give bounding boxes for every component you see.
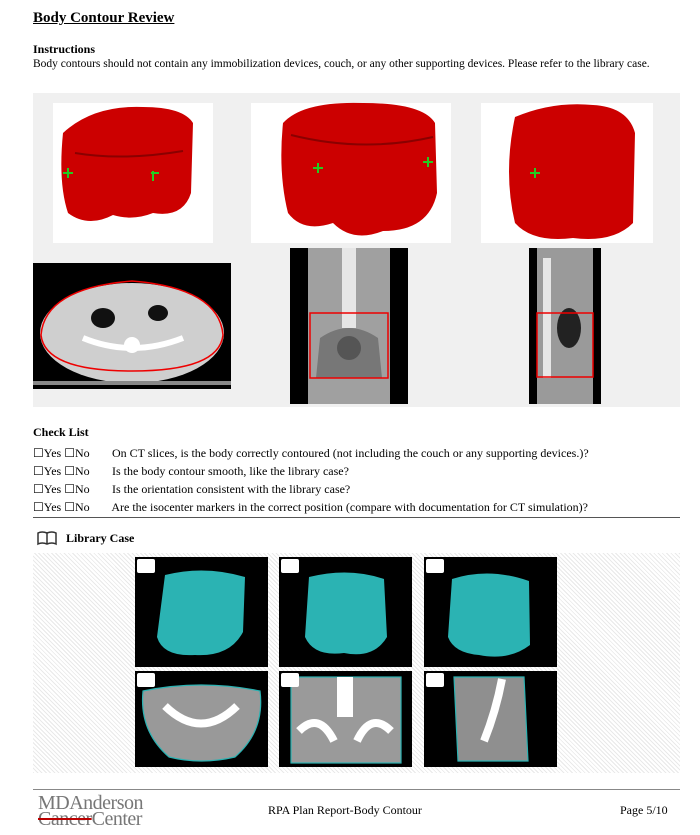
instructions-heading: Instructions xyxy=(33,42,96,56)
checklist-item-text: On CT slices, is the body correctly contoured (not including the couch or any supporting devices.)? xyxy=(112,446,589,460)
no-checkbox[interactable]: ☐No xyxy=(64,500,90,514)
book-icon xyxy=(281,673,299,687)
library-3d-view-3 xyxy=(424,557,557,667)
checklist-item-text: Is the body contour smooth, like the library case? xyxy=(112,464,349,478)
no-checkbox[interactable]: ☐No xyxy=(64,464,90,478)
book-icon xyxy=(426,673,444,687)
no-checkbox[interactable]: ☐No xyxy=(64,482,90,496)
book-icon xyxy=(137,673,155,687)
library-ct-sagittal xyxy=(424,671,557,767)
page-number: Page 5/10 xyxy=(620,803,668,817)
body-render-3 xyxy=(509,104,635,239)
checklist-item xyxy=(33,500,588,515)
ct-axial-slice xyxy=(33,263,231,389)
checklist-item-text: Are the isocenter markers in the correct position (compare with documentation for CT simulation)? xyxy=(111,500,588,514)
ct-sagittal-slice xyxy=(529,248,601,404)
yes-checkbox[interactable]: ☐Yes xyxy=(33,482,62,496)
ct-coronal-slice xyxy=(290,248,408,404)
yes-checkbox[interactable]: ☐Yes xyxy=(33,464,62,478)
checklist-item xyxy=(33,464,349,479)
library-3d-view-2 xyxy=(279,557,412,667)
library-ct-coronal xyxy=(279,671,412,767)
footer-report-title: RPA Plan Report-Body Contour xyxy=(268,803,422,817)
body-render-2 xyxy=(281,103,437,236)
body-render-1 xyxy=(61,107,193,221)
no-checkbox[interactable]: ☐No xyxy=(64,446,90,460)
checklist-heading: Check List xyxy=(33,425,89,439)
checklist-item xyxy=(33,446,589,461)
book-icon xyxy=(137,559,155,573)
yes-checkbox[interactable]: ☐Yes xyxy=(33,500,62,514)
logo-line-2: CancerCenter xyxy=(38,808,142,830)
checklist-item-text: Is the orientation consistent with the library case? xyxy=(112,482,351,496)
review-images-panel xyxy=(33,93,680,407)
yes-checkbox[interactable]: ☐Yes xyxy=(33,446,62,460)
library-3d-view-1 xyxy=(135,557,268,667)
instructions-text: Body contours should not contain any immobilization devices, couch, or any other supporting devices. Please refer to the library case. xyxy=(33,58,650,70)
section-divider xyxy=(33,517,680,518)
book-icon xyxy=(36,530,58,546)
library-ct-axial xyxy=(135,671,268,767)
book-icon xyxy=(426,559,444,573)
library-case-label: Library Case xyxy=(66,530,135,545)
checklist-item xyxy=(33,482,350,497)
library-case-heading xyxy=(36,530,134,546)
book-icon xyxy=(281,559,299,573)
body-3d-renders xyxy=(33,93,680,253)
library-case-panel xyxy=(33,553,680,773)
logo-line-1: MDAnderson xyxy=(38,792,143,814)
page-title: Body Contour Review xyxy=(33,10,175,26)
footer-divider xyxy=(33,789,680,790)
